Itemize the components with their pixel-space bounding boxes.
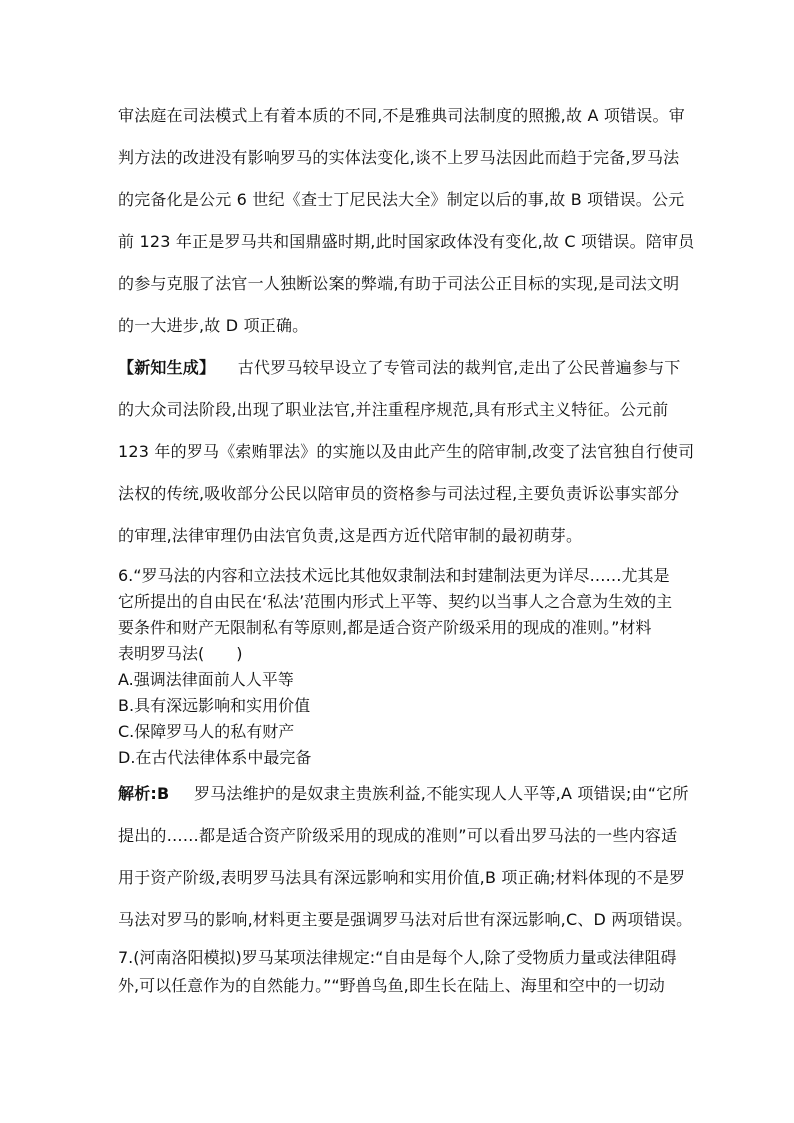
new-knowledge-first-line xyxy=(118,358,681,378)
new-knowledge-text: 古代罗马较早设立了专管司法的裁判官,走出了公民普遍参与下 xyxy=(237,358,681,377)
question-6-stem-line: 要条件和财产无限制私有等原则,都是适合资产阶级采用的现成的准则。”材料 xyxy=(118,618,652,637)
question-6-option-b: B.具有深远影响和实用价值 xyxy=(118,696,311,715)
new-knowledge-line: 的大众司法阶段,出现了职业法官,并注重程序规范,具有形式主义特征。公元前 xyxy=(118,400,669,419)
question-6-analysis-line: 用于资产阶级,表明罗马法具有深远影响和实用价值,B 项正确;材料体现的不是罗 xyxy=(118,868,686,887)
analysis-label: 解析:B xyxy=(118,784,170,803)
question-6-stem-line: 6.“罗马法的内容和立法技术远比其他奴隶制法和封建制法更为详尽……尤其是 xyxy=(118,566,670,585)
question-6-stem-line: 它所提出的自由民在‘私法’范围内形式上平等、契约以当事人之合意为生效的主 xyxy=(118,592,673,611)
question-6-analysis-first-line xyxy=(118,784,689,804)
question-7-stem-line: 外,可以任意作为的自然能力。”“野兽鸟鱼,即生长在陆上、海里和空中的一切动 xyxy=(118,976,665,995)
analysis-text: 罗马法维护的是奴隶主贵族利益,不能实现人人平等,A 项错误;由“它所 xyxy=(194,784,689,803)
explanation-line: 判方法的改进没有影响罗马的实体法变化,谈不上罗马法因此而趋于完备,罗马法 xyxy=(118,148,680,167)
new-knowledge-line: 法权的传统,吸收部分公民以陪审员的资格参与司法过程,主要负责诉讼事实部分 xyxy=(118,484,680,503)
question-6-analysis-line: 提出的……都是适合资产阶级采用的现成的准则”可以看出罗马法的一些内容适 xyxy=(118,826,678,845)
explanation-line: 前 123 年正是罗马共和国鼎盛时期,此时国家政体没有变化,故 C 项错误。陪审员 xyxy=(118,232,695,251)
question-6-option-d: D.在古代法律体系中最完备 xyxy=(118,748,312,767)
explanation-line: 的完备化是公元 6 世纪《查士丁尼民法大全》制定以后的事,故 B 项错误。公元 xyxy=(118,190,685,209)
explanation-line: 的参与克服了法官一人独断讼案的弊端,有助于司法公正目标的实现,是司法文明 xyxy=(118,274,680,293)
explanation-line: 审法庭在司法模式上有着本质的不同,不是雅典司法制度的照搬,故 A 项错误。审 xyxy=(118,106,685,125)
new-knowledge-tag: 【新知生成】 xyxy=(118,358,216,377)
new-knowledge-line: 123 年的罗马《索贿罪法》的实施以及由此产生的陪审制,改变了法官独自行使司 xyxy=(118,442,695,461)
question-6-option-c: C.保障罗马人的私有财产 xyxy=(118,722,295,741)
question-7-stem-line: 7.(河南洛阳模拟)罗马某项法律规定:“自由是每个人,除了受物质力量或法律阻碍 xyxy=(118,948,677,967)
question-6-stem-line: 表明罗马法( ) xyxy=(118,644,243,663)
question-6-option-a: A.强调法律面前人人平等 xyxy=(118,670,294,689)
question-6-analysis-line: 马法对罗马的影响,材料更主要是强调罗马法对后世有深远影响,C、D 两项错误。 xyxy=(118,910,693,929)
new-knowledge-line: 的审理,法律审理仍由法官负责,这是西方近代陪审制的最初萌芽。 xyxy=(118,526,583,545)
explanation-line: 的一大进步,故 D 项正确。 xyxy=(118,316,309,335)
